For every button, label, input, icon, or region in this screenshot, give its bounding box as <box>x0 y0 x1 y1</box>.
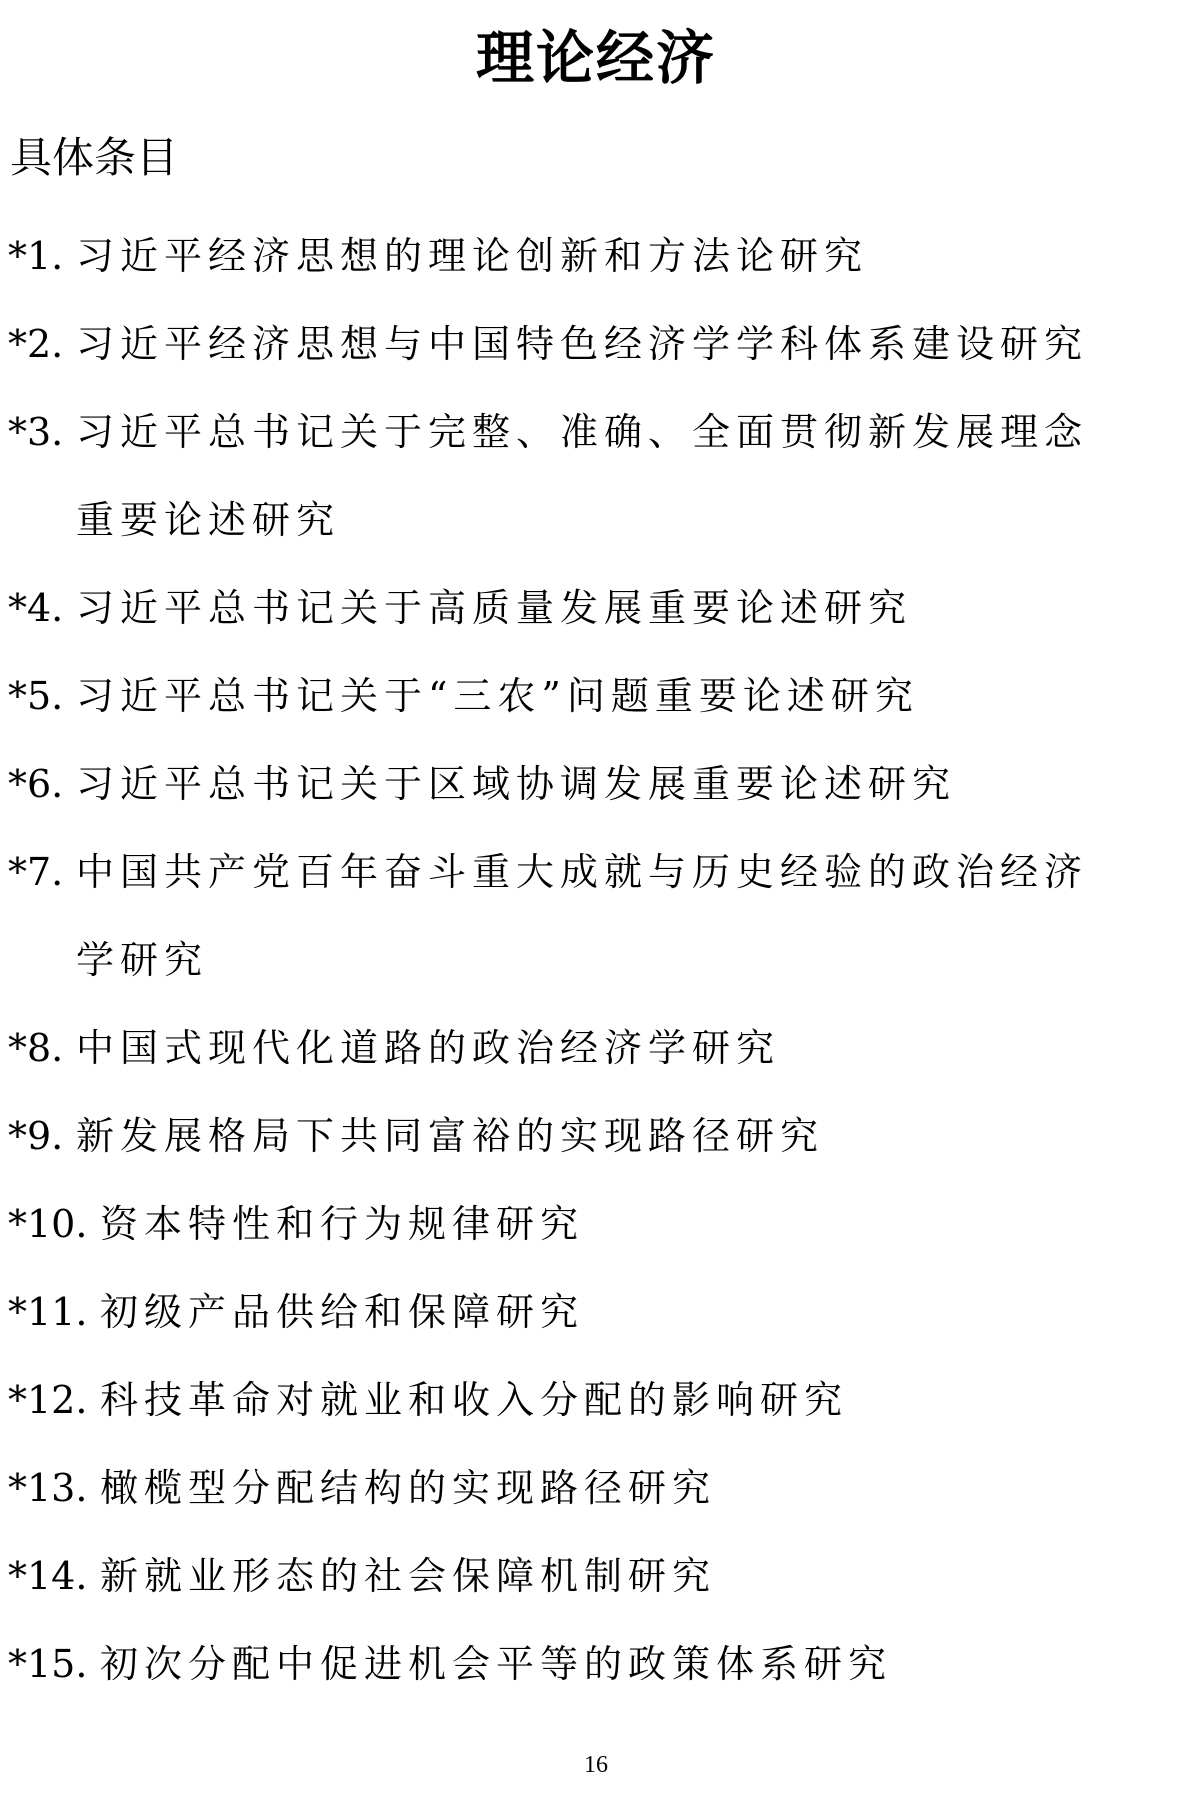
list-item <box>0 388 1116 564</box>
item-text: 新发展格局下共同富裕的实现路径研究 <box>76 1114 825 1158</box>
list-item <box>0 1004 1116 1092</box>
item-text: 中国式现代化道路的政治经济学研究 <box>76 1026 781 1070</box>
item-number: *3. <box>8 410 64 454</box>
list-item <box>0 1532 1116 1620</box>
item-number: *13. <box>8 1466 88 1510</box>
list-item <box>0 828 1116 1004</box>
item-number: *11. <box>8 1290 88 1334</box>
item-number: *15. <box>8 1642 88 1686</box>
list-item <box>0 212 1116 300</box>
item-text: 科技革命对就业和收入分配的影响研究 <box>100 1378 849 1422</box>
item-number: *2. <box>8 322 64 366</box>
item-list <box>0 212 1192 1708</box>
item-text: 习近平总书记关于区域协调发展重要论述研究 <box>76 762 957 806</box>
item-text: 新就业形态的社会保障机制研究 <box>100 1554 717 1598</box>
item-text: 橄榄型分配结构的实现路径研究 <box>100 1466 717 1510</box>
item-number: *4. <box>8 586 64 630</box>
item-number: *10. <box>8 1202 88 1246</box>
page-number: 16 <box>584 1752 608 1778</box>
item-text: 习近平经济思想与中国特色经济学学科体系建设研究 <box>76 322 1089 366</box>
item-number: *14. <box>8 1554 88 1598</box>
item-number: *6. <box>8 762 64 806</box>
section-heading: 具体条目 <box>10 133 179 182</box>
item-number: *8. <box>8 1026 64 1070</box>
item-text: 习近平经济思想的理论创新和方法论研究 <box>76 234 869 278</box>
list-item <box>0 652 1116 740</box>
list-item <box>0 1356 1116 1444</box>
list-item <box>0 1268 1116 1356</box>
item-text: 初级产品供给和保障研究 <box>100 1290 585 1334</box>
item-text: 初次分配中促进机会平等的政策体系研究 <box>100 1642 893 1686</box>
item-number: *9. <box>8 1114 64 1158</box>
list-item <box>0 1180 1116 1268</box>
list-item <box>0 300 1116 388</box>
item-number: *1. <box>8 234 64 278</box>
list-item <box>0 1092 1116 1180</box>
item-text: 习近平总书记关于高质量发展重要论述研究 <box>76 586 913 630</box>
list-item <box>0 564 1116 652</box>
item-number: *5. <box>8 674 64 718</box>
item-text: 资本特性和行为规律研究 <box>100 1202 585 1246</box>
list-item <box>0 740 1116 828</box>
item-text: 中国共产党百年奋斗重大成就与历史经验的政治经济学研究 <box>76 850 1089 982</box>
item-number: *7. <box>8 850 64 894</box>
item-number: *12. <box>8 1378 88 1422</box>
item-text: 习近平总书记关于完整、准确、全面贯彻新发展理念重要论述研究 <box>76 410 1089 542</box>
page-title: 理论经济 <box>475 24 716 92</box>
list-item <box>0 1444 1116 1532</box>
list-item <box>0 1620 1116 1708</box>
item-text: 习近平总书记关于“三农”问题重要论述研究 <box>76 674 919 718</box>
